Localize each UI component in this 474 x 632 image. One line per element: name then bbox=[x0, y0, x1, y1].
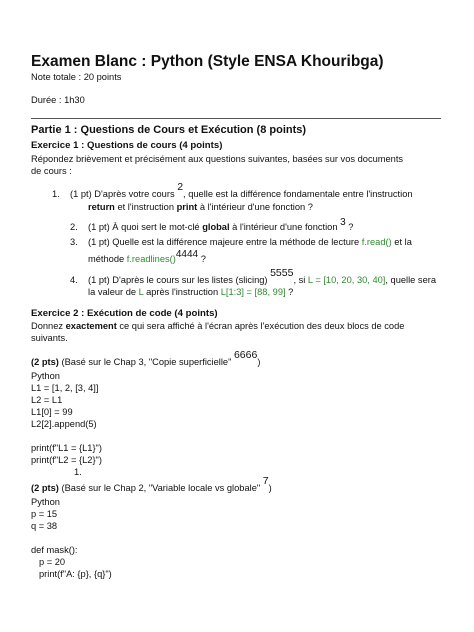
exercise1-intro-line1: Répondez brièvement et précisément aux questions suivantes, basées sur vos documents bbox=[31, 154, 404, 164]
question-2: 2. (1 pt) À quoi sert le mot-clé global à l'intérieur d'une fonction 3 ? bbox=[70, 217, 354, 232]
code-block-2 bbox=[31, 496, 112, 580]
question-4-line2: la valeur de L après l'instruction L[1:3] = [88, 99] ? bbox=[88, 287, 294, 297]
question-1-line2: return et l'instruction print à l'intérieur d'une fonction ? bbox=[88, 202, 313, 212]
code-blank-line bbox=[31, 430, 102, 442]
code-line: L2[2].append(5) bbox=[31, 419, 97, 429]
question-4-line1: 4. (1 pt) D'après le cours sur les listes (slicing) 5555, si L = [10, 20, 30, 40], quelle sera bbox=[70, 267, 437, 285]
question-3-line1: 3. (1 pt) Quelle est la différence majeure entre la méthode de lecture f.read() et la bbox=[70, 237, 412, 247]
question-3-line2: méthode f.readlines()4444 ? bbox=[88, 249, 206, 264]
total-points: Note totale : 20 points bbox=[31, 72, 122, 82]
code-line: p = 15 bbox=[31, 509, 58, 519]
part1-heading: Partie 1 : Questions de Cours et Exécution (8 points) bbox=[31, 124, 307, 136]
code-line: q = 38 bbox=[31, 521, 58, 531]
exercise1-heading: Exercice 1 : Questions de cours (4 points) bbox=[31, 140, 223, 151]
code-line: L1[0] = 99 bbox=[31, 407, 73, 417]
code-line-indented: p = 20 bbox=[39, 557, 66, 567]
code-block-1-heading: (2 pts) (Basé sur le Chap 3, "Copie superficielle" 6666) bbox=[31, 349, 261, 367]
exercise1-intro-line2: de cours : bbox=[31, 166, 72, 176]
section-divider bbox=[31, 118, 441, 119]
exercise2-intro-line1: Donnez exactement ce qui sera affiché à l'écran après l'exécution des deux blocs de code bbox=[31, 321, 405, 331]
question-1-line1: 1. (1 pt) D'après votre cours 2, quelle est la différence fondamentale entre l'instruction bbox=[52, 181, 413, 199]
code-block-1 bbox=[31, 370, 102, 478]
code-line: Python bbox=[31, 497, 60, 507]
exercise2-intro-line2: suivants. bbox=[31, 333, 68, 343]
code-line: print(f"L2 = {L2}") bbox=[31, 455, 102, 465]
page-title: Examen Blanc : Python (Style ENSA Khouribga) bbox=[31, 53, 384, 70]
code-block-2-heading: (2 pts) (Basé sur le Chap 2, "Variable locale vs globale" 7) bbox=[31, 475, 272, 493]
duration: Durée : 1h30 bbox=[31, 95, 85, 105]
question-number: 1. bbox=[52, 189, 60, 199]
code-line: L2 = L1 bbox=[31, 395, 63, 405]
list-item-number: 1. bbox=[74, 467, 82, 477]
code-line-indented: print(f"A: {p}, {q}") bbox=[39, 569, 112, 579]
code-line: L1 = [1, 2, [3, 4]] bbox=[31, 383, 99, 393]
code-blank-line bbox=[31, 532, 112, 544]
code-line: Python bbox=[31, 371, 60, 381]
code-line: def mask(): bbox=[31, 545, 78, 555]
code-line: print(f"L1 = {L1}") bbox=[31, 443, 102, 453]
exercise2-heading: Exercice 2 : Exécution de code (4 points) bbox=[31, 308, 218, 319]
